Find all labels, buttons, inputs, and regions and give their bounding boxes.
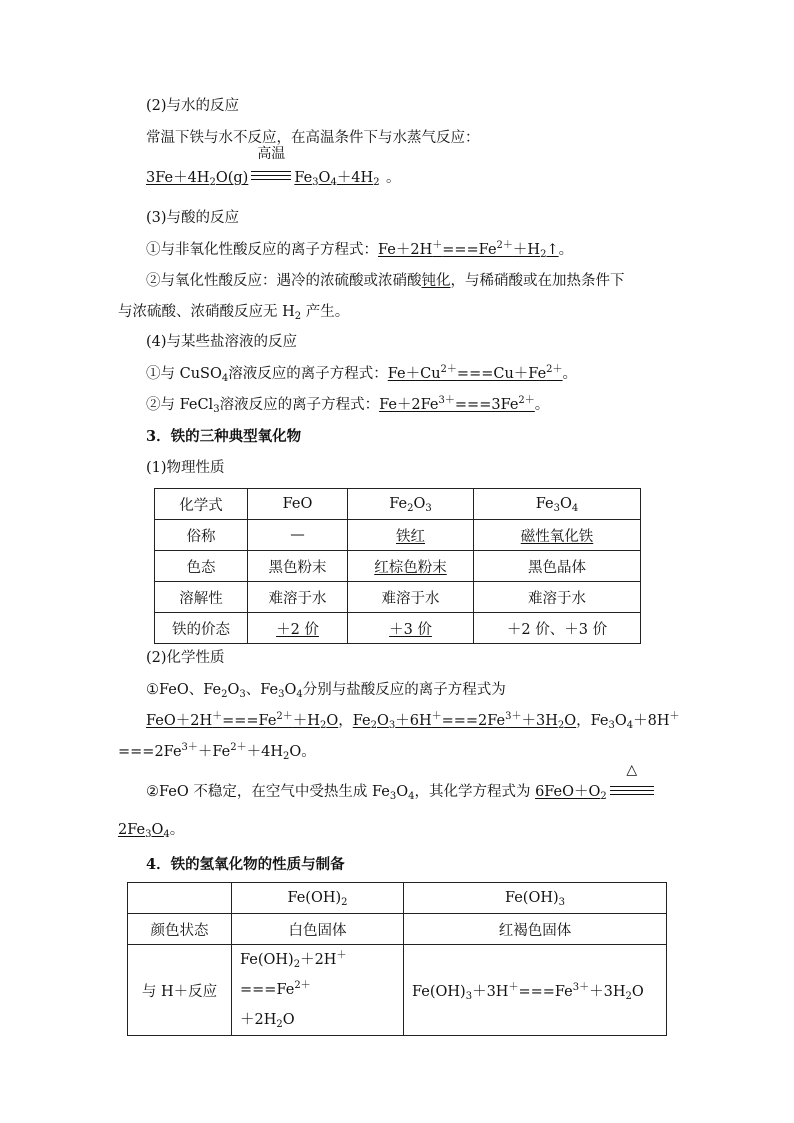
oxide-properties-table xyxy=(154,488,641,644)
table-cell: 铁红 xyxy=(348,520,474,551)
table-row xyxy=(128,914,667,945)
salt-item-2: ②与 FeCl$_3$溶液反应的离子方程式：$Fe+2Fe^{3+}===3Fe^{2+}$。 xyxy=(146,395,550,415)
table-cell: 黑色晶体 xyxy=(474,551,641,582)
table-cell: 磁性氧化铁 xyxy=(474,520,641,551)
table-cell: 铁的价态 xyxy=(155,613,248,644)
chem-item-2: ②FeO 不稳定，在空气中受热生成 $Fe_3O_4$，其化学方程式为 $6FeO+O_2$ △ xyxy=(146,782,657,802)
table-row xyxy=(155,520,641,551)
table-cell: 难溶于水 xyxy=(248,582,348,613)
table-row xyxy=(128,945,667,1036)
table-cell xyxy=(128,883,232,914)
table-row xyxy=(155,613,641,644)
table-cell: 白色固体 xyxy=(232,914,404,945)
table-cell: ＋3 价 xyxy=(348,613,474,644)
table-cell: $Fe(OH)_3+3H^+===Fe^{3+}+3H_2O$ xyxy=(404,945,667,1036)
table-cell: 色态 xyxy=(155,551,248,582)
table-cell: FeO xyxy=(248,489,348,520)
table-row xyxy=(155,551,641,582)
table-cell: 与 H＋反应 xyxy=(128,945,232,1036)
physical-properties-heading: (1)物理性质 xyxy=(146,460,225,476)
table-cell: 难溶于水 xyxy=(348,582,474,613)
table-cell: ＋2 价 xyxy=(248,613,348,644)
chem-item-1: ①FeO、$Fe_2O_3$、$Fe_3O_4$分别与盐酸反应的离子方程式为 xyxy=(146,682,506,700)
table-cell: $Fe(OH)_2$ xyxy=(232,883,404,914)
water-equation: $3Fe+4H_2O(g)$ 高温 $Fe_3O_4+4H_2$ xyxy=(146,146,380,188)
section-title-hydroxides: 4．铁的氢氧化物的性质与制备 xyxy=(146,856,345,873)
section-heading-acid: (3)与酸的反应 xyxy=(146,210,240,226)
chem-item-1-equations-cont: $===2Fe^{3+}+Fe^{2+}+4H_2O$。 xyxy=(118,742,316,762)
table-row xyxy=(155,582,641,613)
acid-item-2-line2: 与浓硫酸、浓硝酸反应无 $H_2$ 产生。 xyxy=(118,304,350,322)
table-cell: 难溶于水 xyxy=(474,582,641,613)
acid-item-2: ②与氧化性酸反应：遇冷的浓硫酸或浓硝酸钝化，与稀硝酸或在加热条件下 xyxy=(146,273,625,289)
equals-sign-heat: △ xyxy=(610,783,654,795)
section-heading-salt: (4)与某些盐溶液的反应 xyxy=(146,334,298,350)
table-cell: 化学式 xyxy=(155,489,248,520)
chem-item-2-product: $2Fe_3O_4$。 xyxy=(118,822,185,840)
section-title-oxides: 3．铁的三种典型氧化物 xyxy=(146,428,302,445)
table-cell: $Fe_3O_4$ xyxy=(474,489,641,520)
acid-item-1: ①与非氧化性酸反应的离子方程式：$Fe+2H^+===Fe^{2+}+H_2↑$。 xyxy=(146,240,574,260)
table-cell: 溶解性 xyxy=(155,582,248,613)
table-cell: — xyxy=(248,520,348,551)
table-cell: $Fe(OH)_3$ xyxy=(404,883,667,914)
table-cell: 颜色状态 xyxy=(128,914,232,945)
table-cell: 俗称 xyxy=(155,520,248,551)
chem-item-1-equations: $FeO+2H^+===Fe^{2+}+H_2O$，$Fe_2O_3+6H^+===2Fe^{3+}+3H_2O$，$Fe_3O_4+8H^+$ xyxy=(146,711,680,731)
table-cell: $Fe(OH)_2+2H^+===Fe^{2+}$ $+2H_2O$ xyxy=(232,945,404,1036)
table-cell: ＋2 价、＋3 价 xyxy=(474,613,641,644)
chemical-properties-heading: (2)化学性质 xyxy=(146,650,225,666)
table-row xyxy=(155,489,641,520)
table-cell: 黑色粉末 xyxy=(248,551,348,582)
equals-sign-high-temp: 高温 xyxy=(251,169,291,181)
table-cell: 红褐色固体 xyxy=(404,914,667,945)
water-reaction-text: 常温下铁与水不反应，在高温条件下与水蒸气反应： xyxy=(146,130,480,146)
table-cell: 红棕色粉末 xyxy=(348,551,474,582)
table-cell: $Fe_2O_3$ xyxy=(348,489,474,520)
salt-item-1: ①与 CuSO$_4$溶液反应的离子方程式：$Fe+Cu^{2+}===Cu+Fe^{2+}$。 xyxy=(146,364,578,384)
table-row xyxy=(128,883,667,914)
section-heading-water: (2)与水的反应 xyxy=(146,98,240,114)
hydroxide-properties-table xyxy=(127,882,667,1036)
